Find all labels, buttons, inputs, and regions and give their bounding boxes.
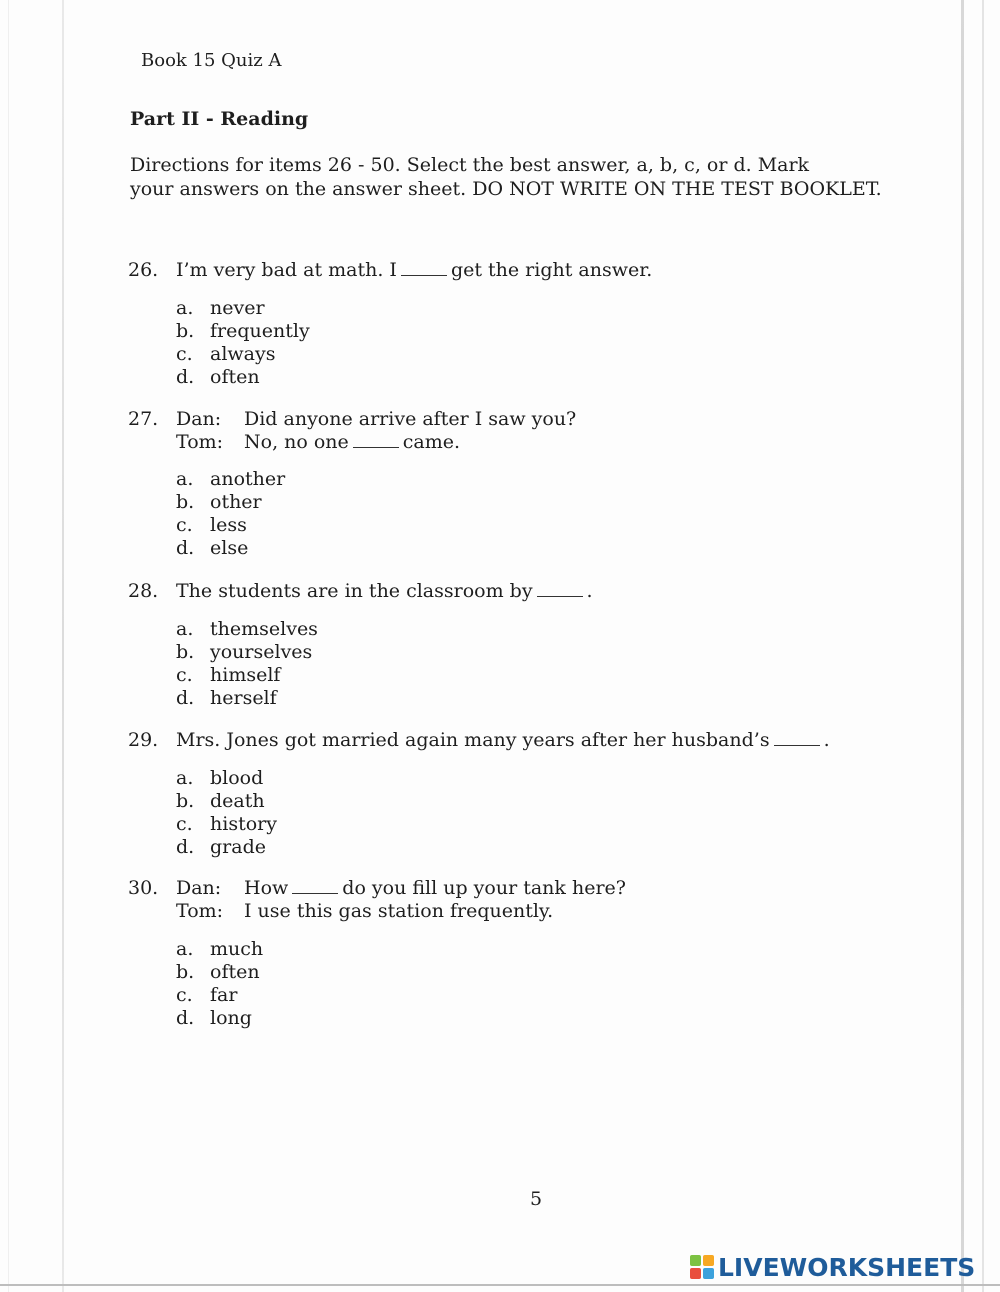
- question-text: [176, 259, 652, 282]
- scan-edge: [961, 0, 964, 1292]
- logo-text: LIVEWORKSHEETS: [718, 1252, 976, 1282]
- option-text: yourselves: [210, 641, 313, 663]
- option-text: often: [210, 366, 260, 388]
- option-text: themselves: [210, 618, 318, 640]
- dialogue-line-1: [244, 408, 576, 431]
- option-letter: c.: [176, 514, 193, 536]
- option-text: else: [210, 537, 249, 559]
- logo-square-blue: [703, 1268, 714, 1279]
- dialogue-text-before: No, no one: [244, 431, 349, 453]
- option-text: death: [210, 790, 265, 812]
- option-text: blood: [210, 767, 264, 789]
- question-number: 26.: [128, 259, 159, 281]
- option-letter: c.: [176, 664, 193, 686]
- dialogue-line-2: [244, 900, 553, 923]
- directions-line-2: your answers on the answer sheet. DO NOT WRITE ON THE TEST BOOKLET.: [130, 178, 882, 200]
- option-letter: b.: [176, 320, 195, 342]
- option-text: grade: [210, 836, 266, 858]
- scan-edge: [62, 0, 64, 1292]
- option-text: far: [210, 984, 238, 1006]
- question-text-before: I’m very bad at math. I: [176, 259, 397, 281]
- section-title: Part II - Reading: [130, 108, 309, 130]
- logo-square-green: [690, 1255, 701, 1266]
- question-text-before: The students are in the classroom by: [176, 580, 533, 602]
- option-letter: b.: [176, 790, 195, 812]
- speaker-tom: Tom:: [176, 431, 224, 453]
- option-letter: d.: [176, 687, 195, 709]
- speaker-dan: Dan:: [176, 408, 222, 430]
- answer-blank: [353, 446, 399, 448]
- option-letter: a.: [176, 618, 194, 640]
- option-letter: c.: [176, 813, 193, 835]
- logo-square-orange: [703, 1255, 714, 1266]
- scan-edge: [8, 0, 9, 1292]
- liveworksheets-logo-icon: [690, 1255, 714, 1279]
- option-letter: d.: [176, 1007, 195, 1029]
- option-letter: b.: [176, 961, 195, 983]
- dialogue-text: Did anyone arrive after I saw you?: [244, 408, 577, 430]
- option-text: frequently: [210, 320, 310, 342]
- option-letter: d.: [176, 366, 195, 388]
- option-letter: b.: [176, 641, 195, 663]
- option-letter: b.: [176, 491, 195, 513]
- question-number: 27.: [128, 408, 159, 430]
- dialogue-text-after: came.: [402, 431, 461, 453]
- scan-edge: [982, 0, 984, 1292]
- question-text-before: Mrs. Jones got married again many years after her husband’s: [176, 729, 770, 751]
- question-number: 30.: [128, 877, 159, 899]
- bottom-border: [0, 1284, 1000, 1286]
- dialogue-line-2: [244, 431, 460, 454]
- logo-square-red: [690, 1268, 701, 1279]
- page-number: 5: [530, 1188, 543, 1210]
- option-letter: d.: [176, 537, 195, 559]
- dialogue-text: I use this gas station frequently.: [244, 900, 554, 922]
- answer-blank: [537, 595, 583, 597]
- option-text: another: [210, 468, 286, 490]
- dialogue-line-1: [244, 877, 626, 900]
- question-text-after: get the right answer.: [450, 259, 653, 281]
- option-text: other: [210, 491, 262, 513]
- option-text: always: [210, 343, 276, 365]
- option-letter: a.: [176, 468, 194, 490]
- answer-blank: [292, 892, 338, 894]
- answer-blank: [774, 744, 820, 746]
- option-text: less: [210, 514, 247, 536]
- speaker-dan: Dan:: [176, 877, 222, 899]
- option-letter: c.: [176, 343, 193, 365]
- option-text: himself: [210, 664, 281, 686]
- option-text: much: [210, 938, 264, 960]
- question-number: 29.: [128, 729, 159, 751]
- dialogue-text-before: How: [244, 877, 289, 899]
- option-letter: a.: [176, 938, 194, 960]
- question-text: [176, 580, 593, 603]
- liveworksheets-logo[interactable]: [690, 1252, 975, 1282]
- speaker-tom: Tom:: [176, 900, 224, 922]
- answer-blank: [401, 274, 447, 276]
- option-text: never: [210, 297, 265, 319]
- option-letter: d.: [176, 836, 195, 858]
- option-letter: a.: [176, 297, 194, 319]
- option-letter: a.: [176, 767, 194, 789]
- option-text: long: [210, 1007, 252, 1029]
- option-text: herself: [210, 687, 277, 709]
- question-text-after: .: [823, 729, 830, 751]
- directions-line-1: Directions for items 26 - 50. Select the best answer, a, b, c, or d. Mark: [130, 154, 810, 176]
- question-text-after: .: [586, 580, 593, 602]
- option-letter: c.: [176, 984, 193, 1006]
- option-text: history: [210, 813, 277, 835]
- booklet-header: Book 15 Quiz A: [141, 50, 282, 71]
- option-text: often: [210, 961, 260, 983]
- dialogue-text-after: do you fill up your tank here?: [342, 877, 626, 899]
- question-number: 28.: [128, 580, 159, 602]
- question-text: [176, 729, 830, 752]
